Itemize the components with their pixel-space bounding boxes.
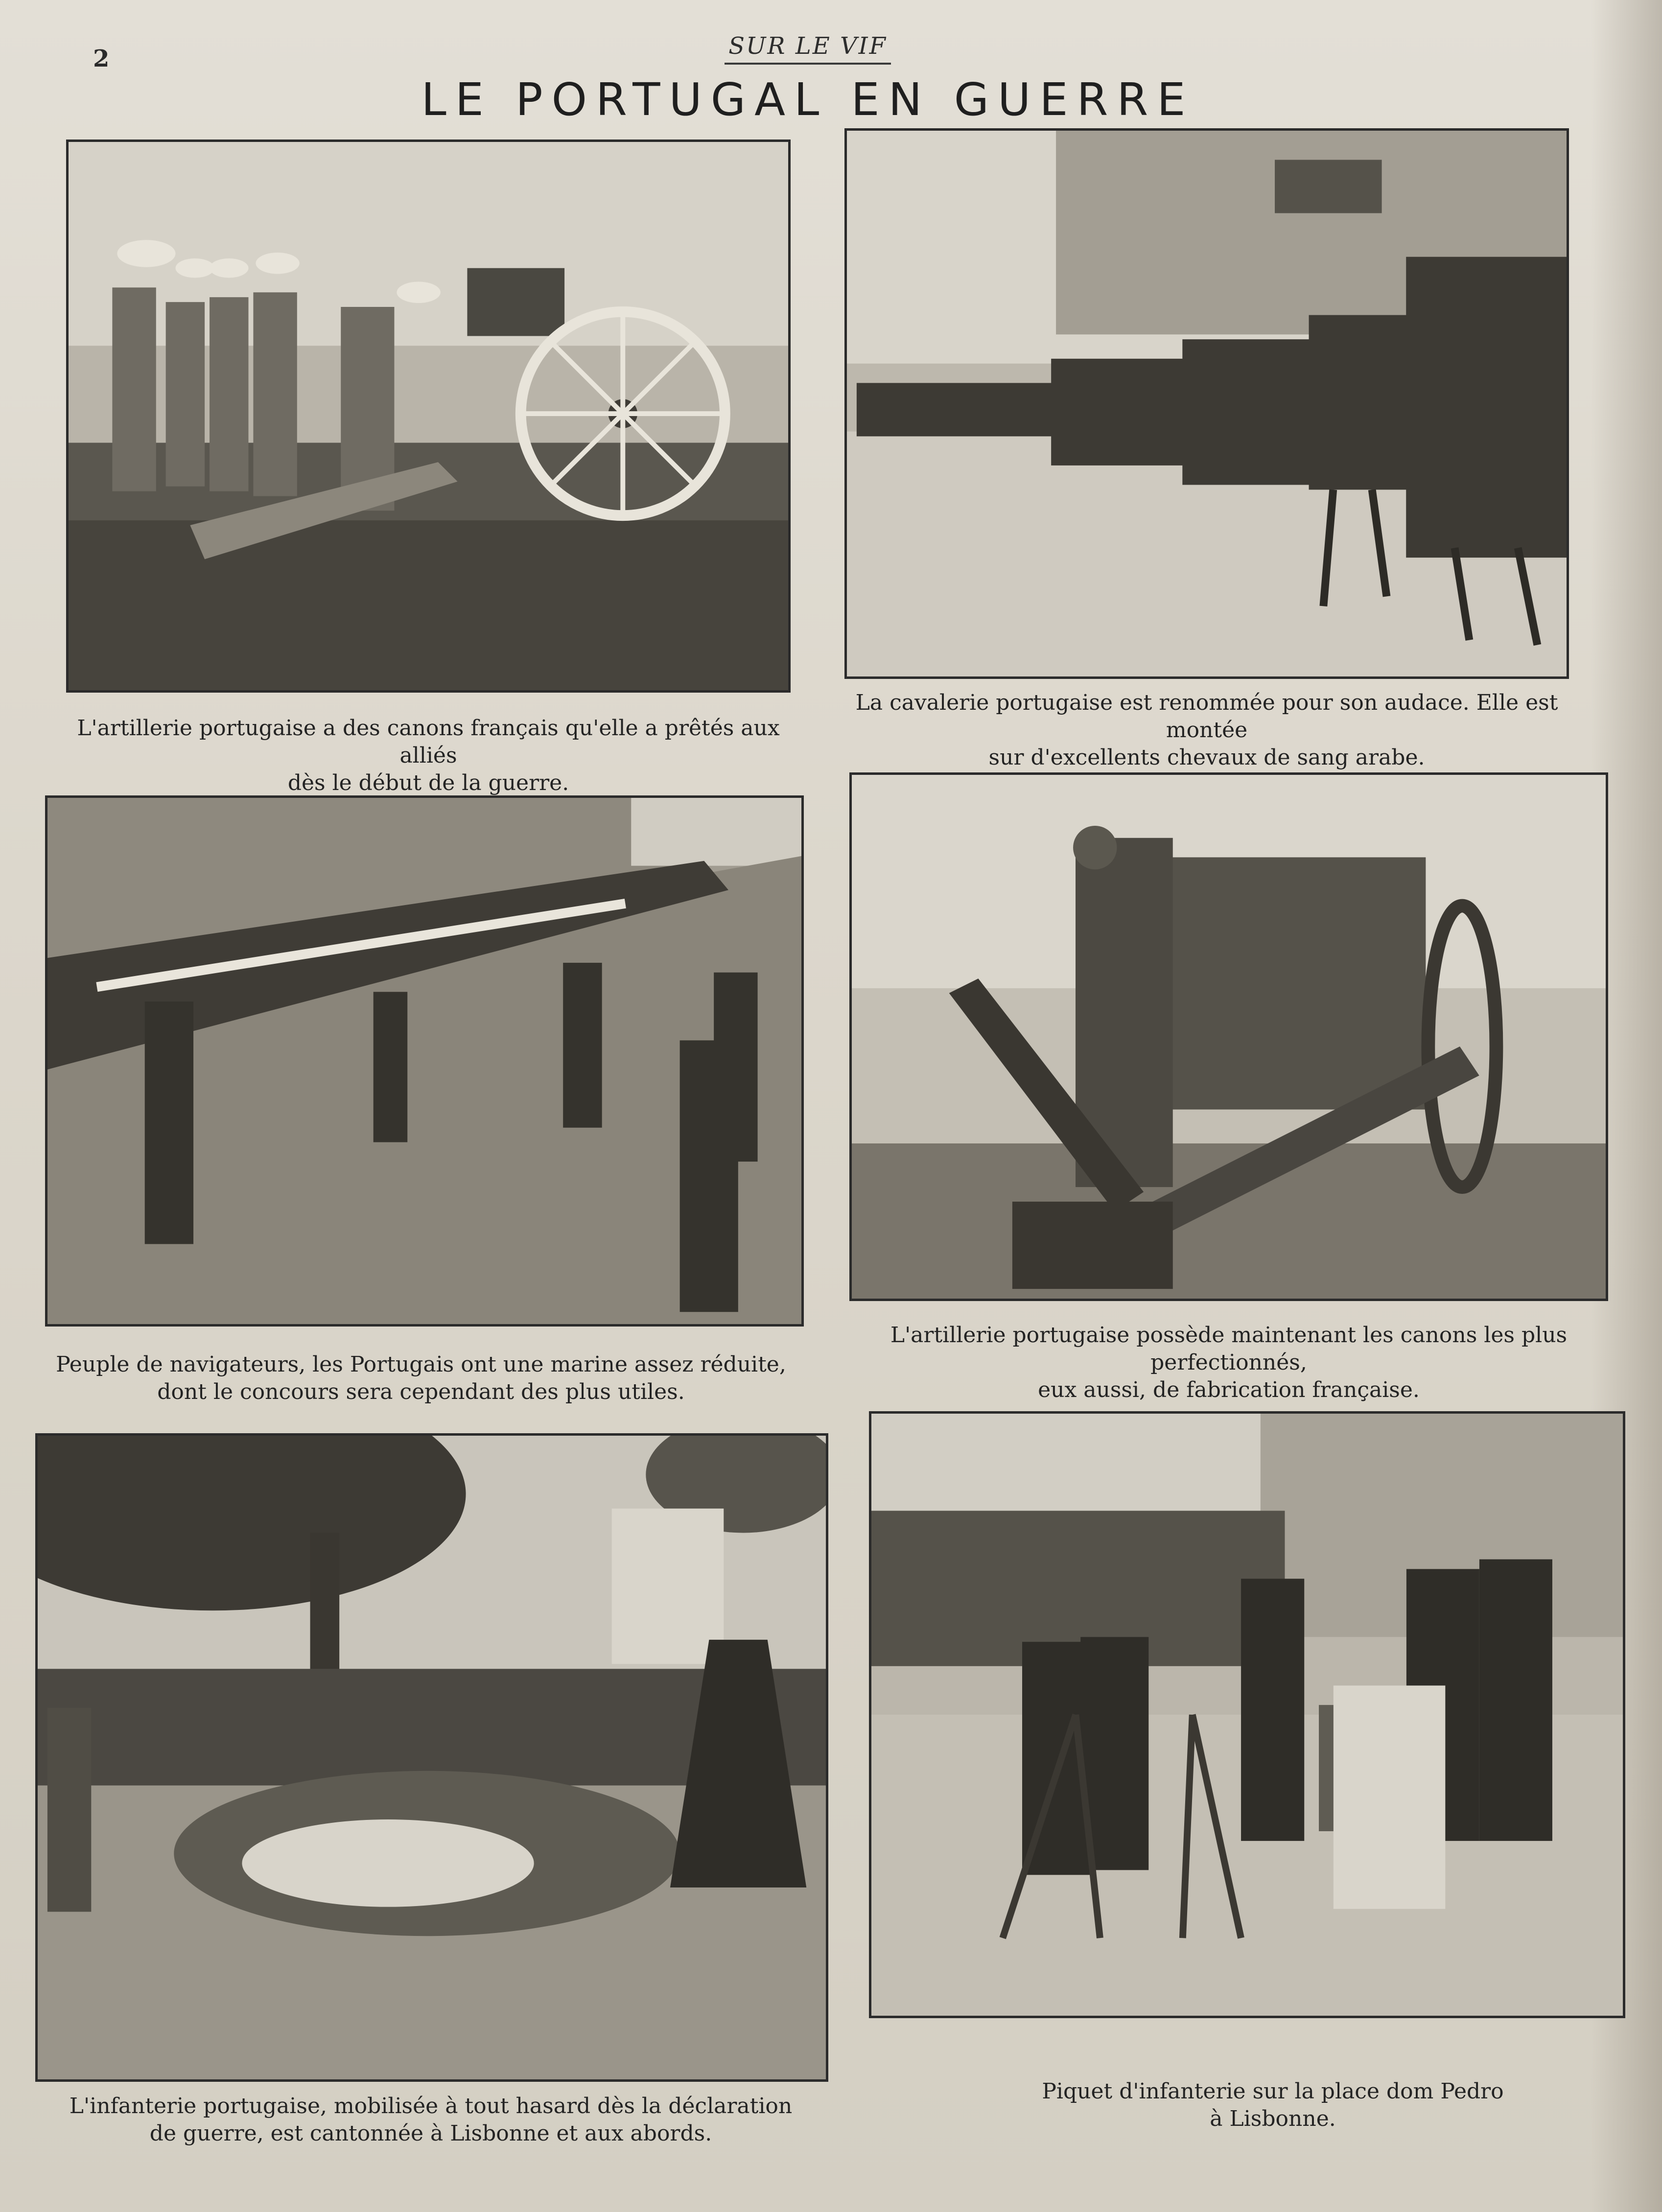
caption-line: L'artillerie portugaise possède maintenant les canons les plus perfectionnés,	[890, 1323, 1568, 1375]
photo-artillery-field	[66, 140, 791, 693]
photo-modern-artillery	[849, 772, 1608, 1301]
caption-line: dès le début de la guerre.	[287, 770, 569, 795]
caption-infantry-resting	[20, 2093, 842, 2147]
caption-sailors	[39, 1351, 803, 1406]
photo-infantry-resting-image	[38, 1436, 826, 2079]
page-title: LE PORTUGAL EN GUERRE	[421, 73, 1194, 126]
caption-line: L'infanterie portugaise, mobilisée à tout hasard dès la déclaration	[69, 2094, 793, 2119]
photo-sailors	[45, 795, 804, 1327]
photo-infantry-picket-image	[871, 1414, 1623, 2016]
caption-line: dont le concours sera cependant des plus utiles.	[157, 1379, 685, 1404]
running-head-underline	[725, 63, 891, 65]
caption-cavalry	[832, 689, 1581, 771]
photo-cavalry-image	[847, 131, 1567, 676]
photo-modern-artillery-image	[852, 775, 1606, 1299]
photo-cavalry	[844, 128, 1569, 679]
page-number: 2	[93, 45, 110, 72]
photo-sailors-image	[47, 798, 801, 1324]
running-head: SUR LE VIF	[728, 32, 887, 60]
caption-line: L'artillerie portugaise a des canons français qu'elle a prêtés aux alliés	[77, 716, 780, 768]
caption-line: Peuple de navigateurs, les Portugais ont une marine assez réduite,	[56, 1352, 786, 1377]
photo-infantry-resting	[35, 1433, 828, 2082]
caption-line: Piquet d'infanterie sur la place dom Pedro	[1042, 2079, 1504, 2104]
caption-line: La cavalerie portugaise est renommée pour son audace. Elle est montée	[855, 690, 1558, 743]
caption-infantry-picket	[881, 2078, 1662, 2133]
caption-modern-artillery	[832, 1322, 1625, 1404]
photo-artillery-field-image	[69, 142, 788, 690]
caption-line: sur d'excellents chevaux de sang arabe.	[988, 745, 1425, 770]
caption-line: à Lisbonne.	[1210, 2106, 1336, 2131]
caption-line: eux aussi, de fabrication française.	[1038, 1377, 1420, 1402]
caption-line: de guerre, est cantonnée à Lisbonne et aux abords.	[149, 2121, 712, 2146]
photo-infantry-picket	[869, 1411, 1625, 2018]
caption-artillery-field	[54, 715, 803, 797]
